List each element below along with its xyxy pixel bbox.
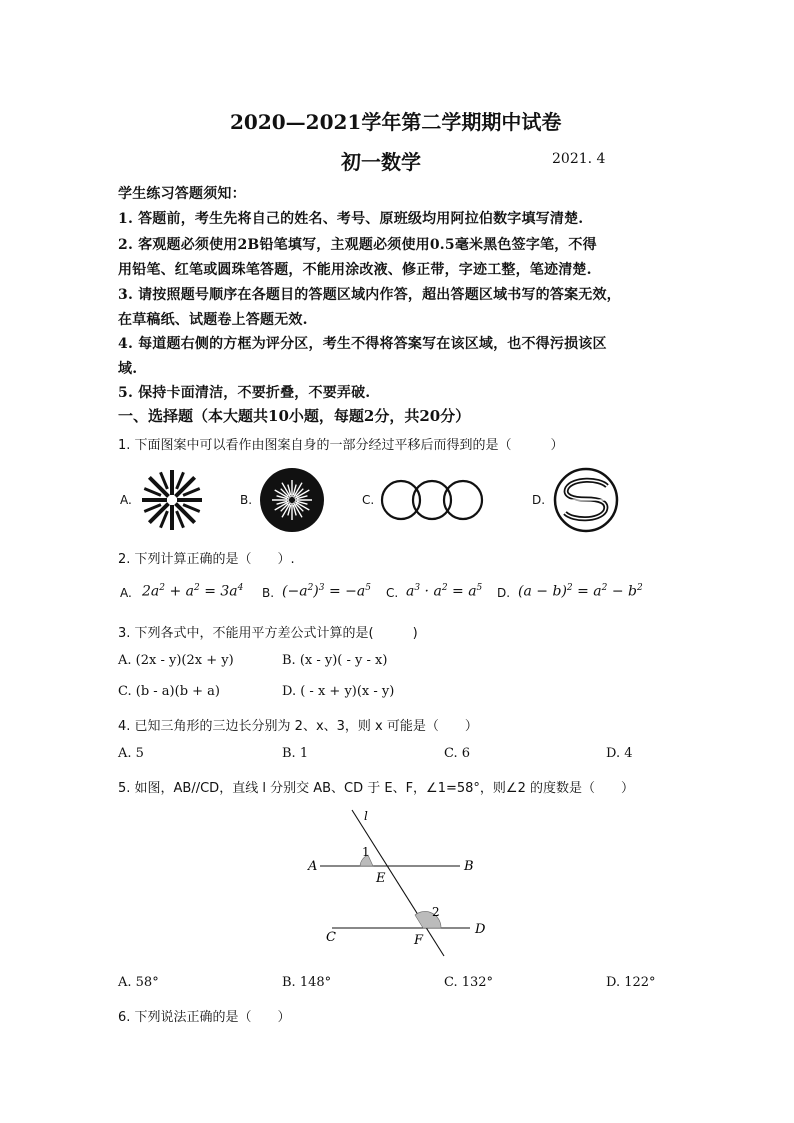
q4-option-a: A. 5 <box>118 746 144 761</box>
q1-option-c-label: C. <box>362 493 375 507</box>
q1-option-d-figure <box>551 466 621 534</box>
q1-option-d-label: D. <box>532 493 546 507</box>
label-c: C <box>326 930 336 945</box>
q2-option-b-label: B. <box>262 586 275 600</box>
q4-option-c: C. 6 <box>444 746 471 761</box>
line-l <box>352 810 444 956</box>
q3-option-c: C. (b - a)(b + a) <box>118 684 220 699</box>
question-1-stem: 1. 下面图案中可以看作由图案自身的一部分经过平移后而得到的是（ ） <box>118 438 564 453</box>
notice-heading: 学生练习答题须知： <box>118 186 246 202</box>
notice-item: 3. 请按照题号顺序在各题目的答题区域内作答，超出答题区域书写的答案无效， <box>118 287 621 303</box>
label-l: l <box>364 809 368 823</box>
question-3-stem: 3. 下列各式中，不能用平方差公式计算的是( ) <box>118 626 418 641</box>
question-6-stem: 6. 下列说法正确的是（ ） <box>118 1010 291 1025</box>
q3-option-b: B. (x - y)( - y - x) <box>282 653 388 668</box>
notice-item: 在草稿纸、试题卷上答题无效. <box>118 312 308 328</box>
q5-geometry-figure <box>300 808 500 960</box>
q5-option-a: A. 58° <box>118 975 159 990</box>
q5-option-b: B. 148° <box>282 975 332 990</box>
q2-option-a-label: A. <box>120 586 132 600</box>
q3-option-a: A. (2x - y)(2x + y) <box>118 653 234 668</box>
notice-item: 域. <box>118 361 138 377</box>
exam-title: 2020—2021学年第二学期期中试卷 <box>230 110 562 134</box>
notice-item: 5. 保持卡面清洁，不要折叠，不要弄破. <box>118 385 371 401</box>
q1-option-b-figure <box>258 467 326 533</box>
label-f: F <box>414 933 424 948</box>
q2-option-c-expression: $a^3 \cdot a^2 = a^5$ <box>406 583 483 600</box>
label-b: B <box>464 859 474 874</box>
subject-title: 初一数学 <box>341 150 421 174</box>
q1-option-a-label: A. <box>120 493 132 507</box>
q5-option-c: C. 132° <box>444 975 494 990</box>
notice-item: 4. 每道题右侧的方框为评分区，考生不得将答案写在该区域，也不得污损该区 <box>118 336 607 352</box>
notice-item: 1. 答题前，考生先将自己的姓名、考号、原班级均用阿拉伯数字填写清楚. <box>118 211 584 227</box>
q2-option-d-label: D. <box>497 586 511 600</box>
question-2-stem: 2. 下列计算正确的是（ ）. <box>118 552 295 567</box>
q1-option-a-figure <box>138 469 206 531</box>
q5-option-d: D. 122° <box>606 975 656 990</box>
label-d: D <box>475 922 486 937</box>
label-e: E <box>376 871 386 886</box>
label-angle-2: 2 <box>432 905 440 919</box>
q4-option-d: D. 4 <box>606 746 633 761</box>
exam-date: 2021. 4 <box>552 151 606 167</box>
label-a: A <box>308 859 318 874</box>
notice-item: 用铅笔、红笔或圆珠笔答题，不能用涂改液、修正带，字迹工整，笔迹清楚. <box>118 262 592 278</box>
q2-option-a-expression: $2a^2 + a^2 = 3a^4$ <box>142 583 244 600</box>
notice-item: 2. 客观题必须使用2B铅笔填写，主观题必须使用0.5毫米黑色签字笔，不得 <box>118 237 597 253</box>
q4-option-b: B. 1 <box>282 746 309 761</box>
q1-option-b-label: B. <box>240 493 253 507</box>
label-angle-1: 1 <box>362 845 370 859</box>
question-4-stem: 4. 已知三角形的三边长分别为 2、x、3，则 x 可能是（ ） <box>118 719 478 734</box>
q2-option-b-expression: $(-a^2)^3 = -a^5$ <box>282 583 371 600</box>
q2-option-d-expression: $(a - b)^2 = a^2 - b^2$ <box>518 583 643 600</box>
q3-option-d: D. ( - x + y)(x - y) <box>282 684 395 699</box>
q2-option-c-label: C. <box>386 586 399 600</box>
q1-option-c-figure <box>380 478 485 522</box>
question-5-stem: 5. 如图，AB//CD，直线 l 分别交 AB、CD 于 E、F，∠1=58°，则∠2 的度数是（ ） <box>118 781 634 796</box>
section-heading: 一、选择题（本大题共10小题，每题2分，共20分） <box>118 407 471 425</box>
